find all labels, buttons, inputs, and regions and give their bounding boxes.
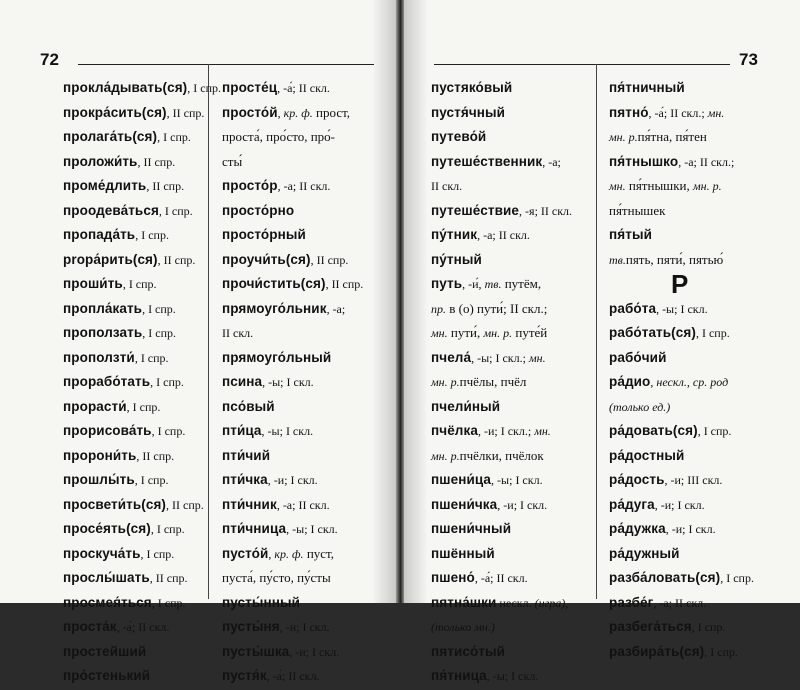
entry-continuation [609,125,754,150]
grammar-note: , -а́; II скл.; [648,105,705,120]
entry-continuation [431,297,572,322]
dictionary-entry [609,517,754,542]
headword: пшени́чный [431,521,512,536]
dictionary-entry [63,272,221,297]
headword: пти́чка [222,472,268,487]
dictionary-entry [222,248,363,273]
grammar-note: , I спр. [695,326,730,340]
grammar-note: , II спр. [310,252,349,267]
headword: путеше́ственник [431,153,543,169]
grammar-note: , -и; I скл. [279,620,330,634]
dictionary-entry [609,150,754,175]
dictionary-entry [63,517,221,542]
headword: пятно́ [609,104,649,120]
dictionary-entry [431,101,572,126]
grammar-note: , [650,375,654,389]
headword: пшени́чка [431,496,498,512]
grammar-note: II скл. [431,179,463,193]
left-column-1 [63,76,221,689]
form-text: пять, пяти́, [625,251,689,267]
grammar-note: II скл. [222,326,254,340]
entry-continuation [431,174,572,199]
dictionary-entry [222,517,363,542]
grammar-note: , -а; [326,301,346,316]
dictionary-entry [609,640,754,665]
grammar-note: , -ы; I скл. [261,424,314,438]
dictionary-entry [431,272,572,297]
headword: просто́рно [222,202,295,218]
grammar-note: , I спр. [142,326,176,340]
dictionary-entry [63,493,221,518]
dictionary-entry [63,395,221,420]
entry-continuation [431,615,572,640]
entry-continuation [222,566,363,591]
headword: ра́дость [609,472,665,487]
dictionary-entry [222,468,363,493]
dictionary-entry [222,542,363,567]
entry-continuation [431,444,572,469]
dictionary-entry [431,76,572,101]
headword: разбе́г [609,594,654,610]
dictionary-entry [63,101,221,126]
dictionary-entry [222,615,363,640]
dictionary-entry [431,199,572,224]
dictionary-entry [609,468,754,493]
grammar-note: , -а; II скл. [277,179,331,193]
italic-note: кр. ф. [271,546,304,561]
dictionary-entry [63,199,221,224]
headword: пшено́ [431,570,475,585]
dictionary-entry [431,150,572,175]
form-text: пчёл [500,374,527,389]
grammar-note: , I спр. [704,644,739,659]
headword: просто́рный [222,227,306,242]
headword: проме́длить [63,178,147,193]
headword: пророни́ть [63,447,137,463]
headword: прочи́стить(ся) [222,276,326,291]
dictionary-entry [609,101,754,126]
headword: ра́дужка [609,521,666,536]
italic-note: тв. [609,252,626,267]
headword: пятна́шки [431,594,497,610]
dictionary-entry [431,664,572,689]
dictionary-entry [63,174,221,199]
grammar-note: , -ы; I скл. [656,301,708,316]
grammar-note: , -ы; I скл. [486,669,539,683]
grammar-note: , -а́; II скл. [266,669,320,683]
dictionary-entry [431,248,572,273]
dictionary-entry [431,640,572,665]
grammar-note: , I спр. [157,130,191,144]
form-text: пчёлы, [459,374,501,389]
dictionary-entry [63,664,221,689]
form-text: прост, [312,104,351,120]
headword: прямоуго́льник [222,300,327,316]
form-text: сты́ [222,153,243,169]
grammar-note: , II спр. [136,448,175,463]
italic-note: мн. [704,105,725,120]
dictionary-entry [63,321,221,346]
headword: пусты́нный [222,594,301,610]
headword: рабо́тать(ся) [609,325,696,340]
headword: пя́тничный [609,80,685,95]
dictionary-entry [222,493,363,518]
dictionary-entry [222,223,363,248]
form-text: пуст, [303,545,334,561]
headword: ра́достный [609,447,685,463]
header-rule-right [434,64,730,65]
dictionary-entry [63,297,221,322]
grammar-note: , II спр. [137,154,176,169]
italic-note: (только мн.) [431,620,495,634]
headword: пти́чник [222,496,277,512]
grammar-note: , II спр. [146,179,185,193]
grammar-note: , I спр. [697,424,732,438]
page-number-right: 73 [739,50,758,69]
form-text: пя́тен [675,129,707,144]
entry-continuation [222,150,363,175]
grammar-note: , -а; II скл. [653,595,707,610]
headword: пустяко́вый [431,80,513,95]
dictionary-entry [609,419,754,444]
headword: разбира́ть(ся) [609,643,705,659]
headword: псо́вый [222,398,275,414]
dictionary-entry [222,640,363,665]
grammar-note: , -а; II скл. [477,228,530,242]
grammar-note: , I спр. [151,595,186,610]
entry-continuation [431,370,572,395]
headword: прокра́сить(ся) [63,104,167,120]
dictionary-entry [63,125,221,150]
dictionary-entry [63,248,221,273]
headword: пчела́ [431,349,472,365]
dictionary-entry [431,223,572,248]
grammar-note: , -а; II скл.; [678,154,735,169]
headword: ра́довать(ся) [609,423,698,438]
headword: пятисо́тый [431,643,506,659]
headword: проползти́ [63,349,135,365]
dictionary-entry [63,223,221,248]
italic-note: мн. [531,424,551,438]
dictionary-entry [63,150,221,175]
italic-note: тв. [481,277,502,291]
grammar-note: , I спр. [126,399,161,414]
dictionary-entry [63,419,221,444]
dictionary-entry [222,272,363,297]
headword: просмея́ться [63,594,152,610]
italic-note: мн. р. [692,179,722,193]
left-page [0,0,396,683]
entry-continuation [431,321,572,346]
headword: проши́ть [63,276,123,291]
grammar-note: , I спр. [150,375,184,389]
dictionary-entry [222,346,363,371]
dictionary-entry [222,297,363,322]
grammar-note: , -а́; II скл. [474,571,528,585]
headword: пти́чница [222,521,287,536]
italic-note: кр. ф. [280,105,313,120]
dictionary-entry [63,370,221,395]
headword: ра́дужный [609,545,680,561]
headword: проста́к [63,619,117,634]
headword: проскуча́ть [63,545,141,561]
dictionary-entry [222,591,363,616]
headword: рабо́чий [609,349,667,365]
headword: проучи́ть(ся) [222,251,311,267]
headword: проодева́ться [63,202,159,218]
dictionary-entry [431,419,572,444]
page-number-left: 72 [40,50,59,69]
form-text: в (о) пути́; II скл.; [446,300,548,316]
dictionary-entry [431,542,572,567]
grammar-note: , I спр. [151,424,186,438]
italic-note: мн. р. [483,326,513,340]
italic-note: мн. [609,179,626,193]
grammar-note: , -и; I скл. [289,644,340,659]
dictionary-entry [431,346,572,371]
headword: пусты́шка [222,643,290,659]
grammar-note: , I спр. [122,277,157,291]
headword: прокла́дывать(ся) [63,80,188,95]
dictionary-entry [609,444,754,469]
dictionary-entry [609,346,754,371]
dictionary-entry [609,493,754,518]
dictionary-entry [63,76,221,101]
headword: пустя́чный [431,104,506,120]
right-column-2 [609,76,754,664]
headword: пу́тник [431,227,478,242]
dictionary-entry [431,395,572,420]
headword: пролага́ть(ся) [63,129,158,144]
grammar-note: , -и; I скл. [267,473,318,487]
grammar-note: , I спр. [720,571,754,585]
dictionary-entry [63,566,221,591]
dictionary-entry [609,566,754,591]
headword: propа́рить(ся) [63,251,158,267]
headword: пя́тый [609,227,652,242]
headword: просвети́ть(ся) [63,496,167,512]
headword: пя́тница [431,668,487,683]
headword: пти́ца [222,423,262,438]
headword: прорисова́ть [63,423,152,438]
dictionary-entry [431,493,572,518]
headword: проползать [63,325,143,340]
italic-note: пр. [431,301,446,316]
dictionary-entry [222,419,363,444]
entry-continuation [609,174,754,199]
dictionary-entry [222,174,363,199]
grammar-note: , I спр. [187,81,222,95]
dictionary-entry [609,297,754,322]
headword: просто́й [222,104,278,120]
dictionary-entry [222,664,363,689]
headword: просе́ять(ся) [63,521,151,536]
dictionary-entry [609,591,754,616]
grammar-note: , I спр. [134,350,169,365]
headword: пшени́ца [431,472,492,487]
section-letter: Р [671,269,689,299]
headword: псина [222,374,263,389]
dictionary-entry [63,468,221,493]
headword: пя́тнышко [609,153,679,169]
form-text: пчёлки, [459,447,506,463]
headword: прорабо́тать [63,374,151,389]
italic-note: мн. р. [609,130,638,144]
grammar-note: , II спр. [157,252,196,267]
grammar-note: , -и; I скл.; [477,424,532,438]
headword: про́стенький [63,668,151,683]
headword: прошлы́ть [63,472,135,487]
dictionary-entry [63,640,221,665]
grammar-note: , -а́; II скл. [116,620,170,634]
column-divider-right [596,64,597,599]
form-text: пуста́, пу́сто, пу́сты [222,570,331,585]
dictionary-entry [431,517,572,542]
headword: рабо́та [609,300,657,316]
headword: пропада́ть [63,227,136,242]
form-text: проста́, про́сто, про́- [222,129,336,144]
dictionary-entry [222,76,363,101]
entry-continuation [609,199,754,224]
grammar-note: , I спр. [142,301,176,316]
dictionary-entry [63,591,221,616]
entry-continuation [222,125,363,150]
headword: путь [431,276,463,291]
italic-note: (игра), [531,595,569,610]
form-text: пя́тнышек [609,202,666,218]
headword: пустя́к [222,668,267,683]
headword: пти́чий [222,447,271,463]
grammar-note: , I спр. [691,620,726,634]
headword: ра́дуга [609,496,655,512]
italic-note: (только ед.) [609,399,671,414]
headword: пу́тный [431,251,482,267]
dictionary-entry [431,591,572,616]
dictionary-entry [222,444,363,469]
headword: прослы́шать [63,570,150,585]
grammar-note: , [268,546,272,561]
grammar-note: , -а́; II скл. [277,81,330,95]
italic-note: мн. [525,350,546,365]
headword: разбега́ться [609,619,692,634]
form-text: пя́тнышки, [625,178,693,193]
grammar-note: , -ы; I скл. [286,522,338,536]
dictionary-entry [222,101,363,126]
headword: пропла́кать [63,300,143,316]
entry-continuation [222,321,363,346]
dictionary-entry [431,125,572,150]
headword: пчели́ный [431,398,501,414]
grammar-note: , -а; II скл. [276,497,330,512]
grammar-note: , -ы; I скл. [262,375,314,389]
grammar-note: , I спр. [134,473,169,487]
grammar-note: нескл. [496,595,532,610]
dictionary-entry [63,444,221,469]
headword: пусты́ня [222,619,280,634]
grammar-note: , I спр. [150,522,185,536]
grammar-note: , II спр. [149,571,188,585]
grammar-note: , -и; I скл. [665,522,716,536]
headword: пшённый [431,545,495,561]
headword: простейший [63,643,147,659]
dictionary-entry [609,76,754,101]
grammar-note: , [277,105,281,120]
dictionary-entry [609,370,754,395]
form-text: пути́, [447,325,484,340]
headword: пчёлка [431,423,478,438]
italic-note: мн. [431,326,448,340]
grammar-note: , I спр. [135,228,169,242]
book-gutter [396,0,404,603]
form-text: пя́тна, [637,129,676,144]
dictionary-entry [609,615,754,640]
headword: прямоуго́льный [222,349,332,365]
dictionary-entry [609,321,754,346]
grammar-note: , II спр. [325,277,364,291]
left-column-2 [222,76,363,689]
headword: прорасти́ [63,398,127,414]
form-text: пятью́ [689,251,724,267]
grammar-note: , -и; I скл. [654,497,705,512]
grammar-note: , -а; [542,154,561,169]
entry-continuation [609,269,754,299]
headword: ра́дио [609,374,651,389]
dictionary-entry [63,542,221,567]
entry-continuation [609,395,754,420]
headword: проложи́ть [63,153,138,169]
dictionary-entry [431,468,572,493]
right-page [404,0,800,683]
right-column-1 [431,76,572,689]
italic-note: мн. р. [431,375,460,389]
headword: разба́ловать(ся) [609,570,721,585]
italic-note: нескл., ср. род [653,375,729,389]
dictionary-entry [609,542,754,567]
dictionary-entry [222,395,363,420]
grammar-note: , -и́, [462,277,482,291]
form-text: путе́й [512,325,548,340]
grammar-note: , -ы; I скл. [491,473,543,487]
headword: просто́р [222,178,278,193]
headword: просте́ц [222,80,278,95]
dictionary-entry [63,346,221,371]
form-text: путём, [501,276,542,291]
grammar-note: , II спр. [166,105,205,120]
grammar-note: , -ы; I скл.; [471,350,526,365]
form-text: пчёлок [505,447,544,463]
grammar-note: , I спр. [158,203,193,218]
grammar-note: , -и; I скл. [497,497,548,512]
italic-note: мн. р. [431,448,460,463]
dictionary-entry [222,199,363,224]
dictionary-entry [431,566,572,591]
grammar-note: , I спр. [140,546,175,561]
dictionary-entry [222,370,363,395]
grammar-note: , II спр. [166,497,204,512]
dictionary-entry [63,615,221,640]
headword: путево́й [431,129,487,144]
headword: путеше́ствие [431,202,520,218]
dictionary-entry [609,223,754,248]
grammar-note: , -и; III скл. [664,473,723,487]
headword: пусто́й [222,545,269,561]
header-rule-left [78,64,374,65]
grammar-note: , -я; II скл. [519,203,573,218]
